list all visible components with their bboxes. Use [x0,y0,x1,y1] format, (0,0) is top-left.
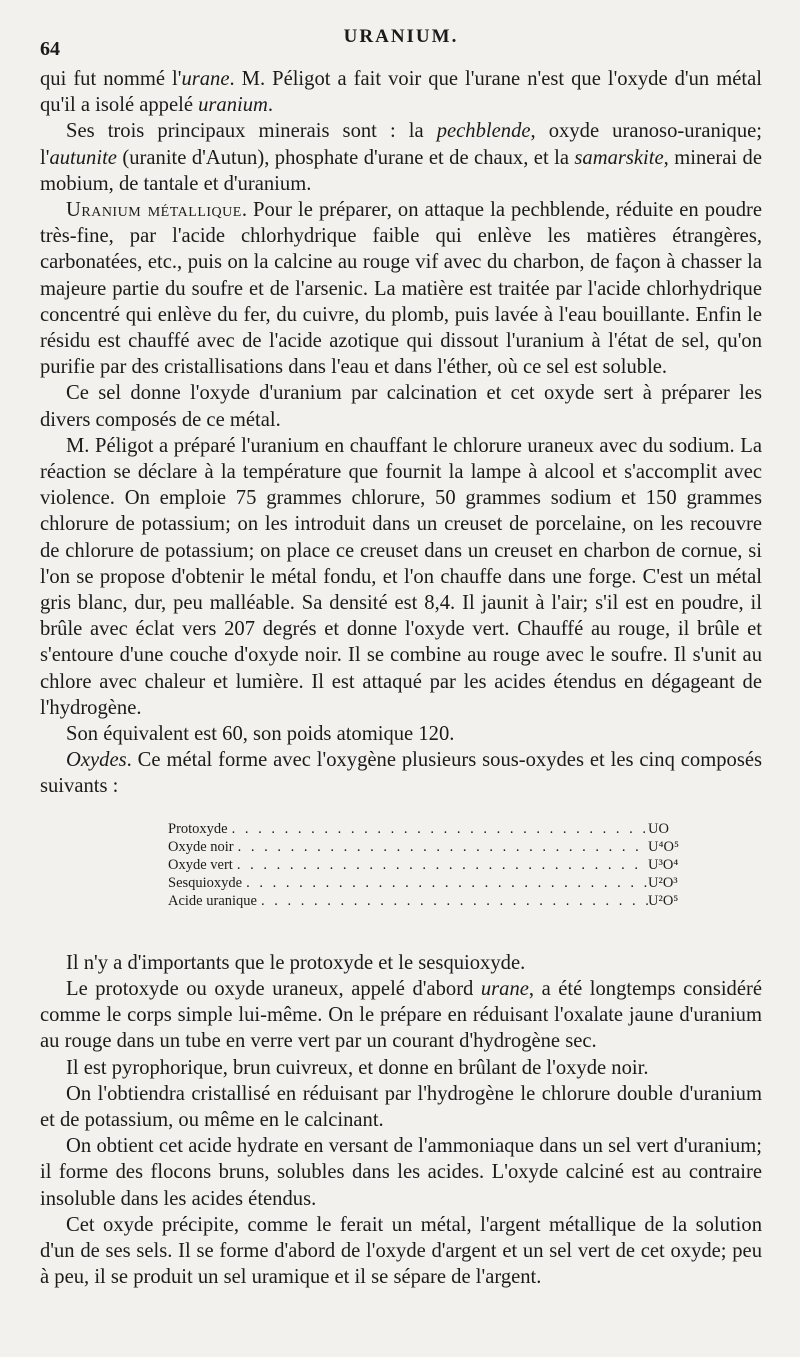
page-number: 64 [40,38,60,60]
paragraph-pyrophorique: Il est pyrophorique, brun cuivreux, et donne en brûlant de l'oxyde noir. [66,1056,649,1079]
oxide-row: Oxyde noir . . . U⁴O⁵ [168,838,688,856]
leader-dots [234,838,648,856]
oxide-table [168,820,688,910]
section-heading: Oxydes [66,749,127,772]
paragraph-minerals: Ses trois principaux minerais sont : la pechblende, oxyde uranoso-uranique; l'autunite (uranite d'Autun), phosphate d'urane et de chaux, et la samarskite, minerai de mobium, de tantale et d'uranium. [40,120,762,195]
paragraph-oxydes: Oxydes. Ce métal forme avec l'oxygène plusieurs sous-oxydes et les cinq composés suivants : [40,749,762,798]
paragraph-equivalent: Son équivalent est 60, son poids atomique 120. [66,723,455,746]
paragraph-cristallise: On l'obtiendra cristallisé en réduisant par l'hydrogène le chlorure double d'uranium et de potassium, ou même en le calcinant. [40,1082,762,1131]
page-title: URANIUM. [343,26,459,47]
leader-dots [257,892,648,910]
paragraph-peligot: M. Péligot a préparé l'uranium en chauffant le chlorure uraneux avec du sodium. La réaction se déclare à la température que fournit la lampe à alcool et s'accomplit avec violence. On emploie 75 grammes chlorure, 50 grammes sodium et 150 grammes chlorure de potassium; on les introduit dans un creuset de porcelaine, on les recouvre de chlorure de potassium; on place ce creuset dans un creuset en charbon de cornue, si l'on se propose d'obtenir le métal fondu, et l'on chauffe dans une forge. C'est un métal gris blanc, dur, peu malléable. Sa densité est 8,4. Il jaunit à l'air; s'il est en poudre, il brûle avec éclat vers 207 degrés et donne l'oxyde vert. Chauffé au rouge, il brûle et s'entoure d'une couche d'oxyde noir. Il se combine au rouge avec le soufre. Il s'unit au chlore avec chaleur et lumière. Il est attaqué par les acides étendus en dégageant de l'hydrogène. [40,434,762,719]
paragraph-important: Il n'y a d'importants que le protoxyde et le sesquioxyde. [66,951,526,974]
body-text-continued [40,950,762,1291]
oxide-row: Oxyde vert . . . U³O⁴ [168,856,688,874]
paragraph-hydrate: On obtient cet acide hydrate en versant de l'ammoniaque dans un sel vert d'uranium; il forme des flocons bruns, solubles dans les acides. L'oxyde calciné est au contraire insoluble dans les acides étendus. [40,1135,762,1210]
leader-dots [233,856,648,874]
paragraph-uranium-metallique: Uranium métallique. Pour le préparer, on attaque la pechblende, réduite en poudre très-fine, par l'acide chlorhydrique faible qui enlève les matières étrangères, carbonatées, etc., puis on la calcine au rouge vif avec du charbon, de façon à chasser la majeure partie du soufre et de l'arsenic. La matière est traitée par l'acide chlorhydrique concentré qui enlève du fer, du cuivre, du plomb, puis lavée à l'eau bouillante. Enfin le résidu est chauffé avec de l'acide azotique qui dissout l'uranium à l'état de sel, qu'on purifie par des cristallisations dans l'eau et dans l'éther, où ce sel est soluble. [40,199,762,379]
section-heading: Uranium métallique [66,199,242,222]
leader-dots [228,820,648,838]
paragraph-protoxyde: Le protoxyde ou oxyde uraneux, appelé d'abord urane, a été longtemps considéré comme le corps simple lui-même. On le prépare en réduisant l'oxalate jaune d'uranium au rouge dans un tube en verre vert par un courant d'hydrogène sec. [40,977,762,1053]
oxide-row: Acide uranique . . . U²O⁵ [168,892,688,910]
oxide-row: Protoxyde . . . UO [168,820,688,838]
oxide-row: Sesquioxyde . . . U²O³ [168,874,688,892]
leader-dots [242,874,648,892]
paragraph-argent: Cet oxyde précipite, comme le ferait un métal, l'argent métallique de la solution d'un de ses sels. Il se forme d'abord de l'oxyde d'argent et un sel vert de cet oxyde; peu à peu, il se produit un sel uramique et il se sépare de l'argent. [40,1213,762,1289]
paragraph-4: Ce sel donne l'oxyde d'uranium par calcination et cet oxyde sert à préparer les divers composés de ce métal. [40,382,762,431]
body-text [40,66,762,800]
running-head [40,0,762,60]
paragraph-1: qui fut nommé l'urane. M. Péligot a fait voir que l'urane n'est que l'oxyde d'un métal qu'il a isolé appelé uranium. [40,68,762,117]
